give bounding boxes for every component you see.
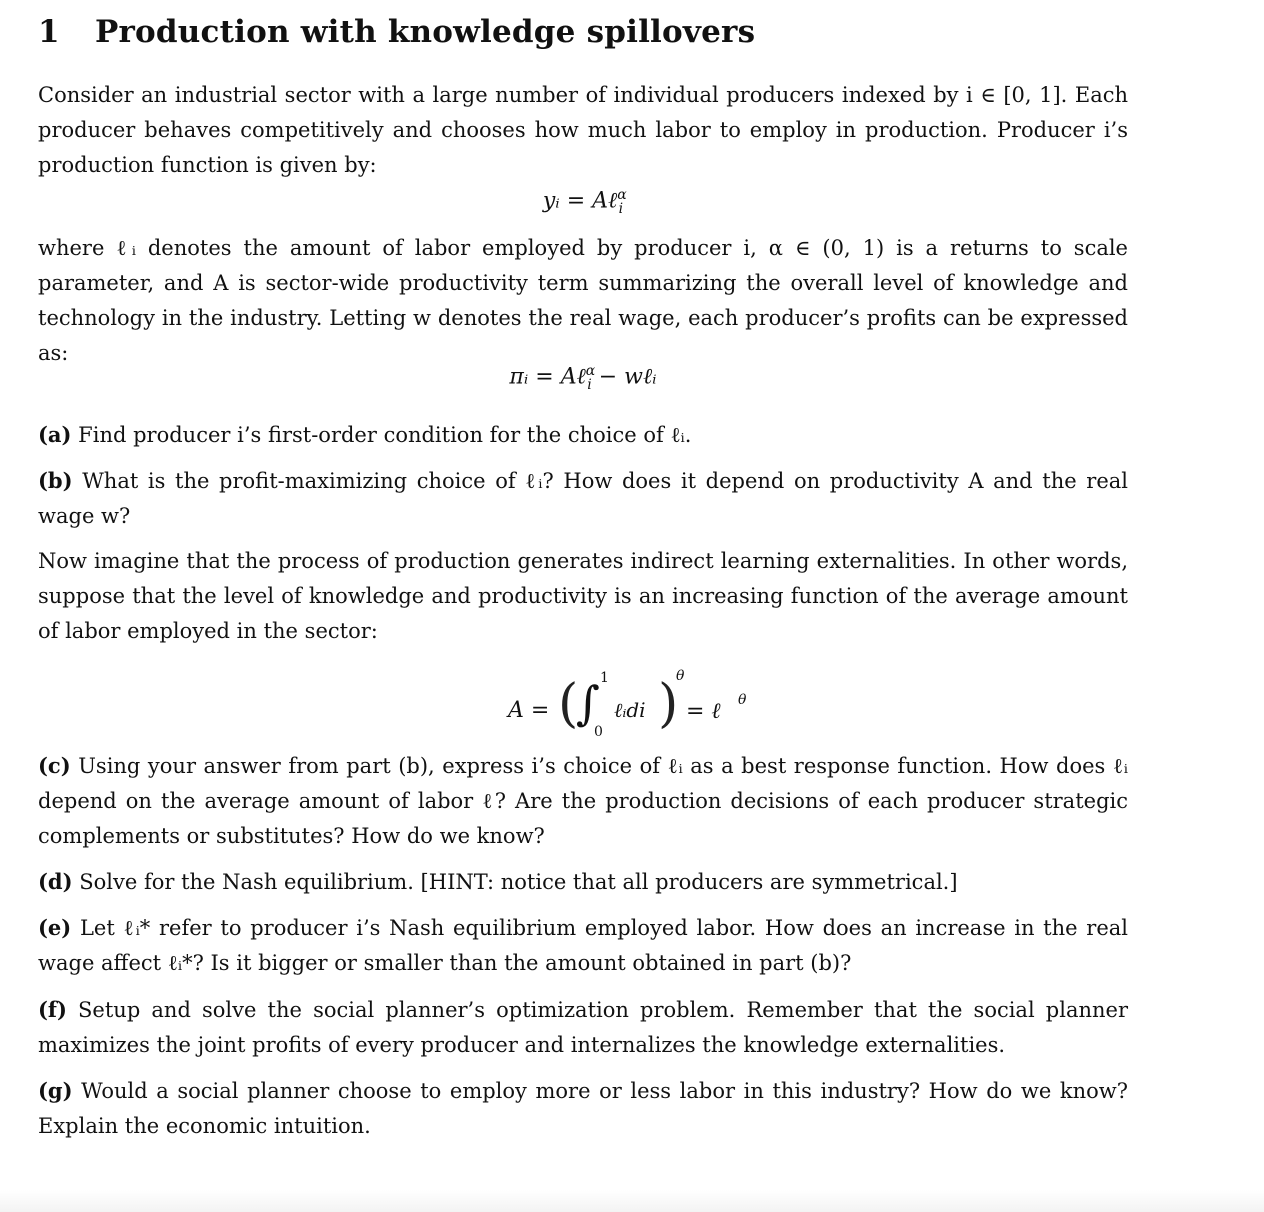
part-f-label: (f) (38, 997, 67, 1022)
integrand: ℓᵢdi (614, 698, 646, 722)
section-number: 1 (38, 14, 60, 50)
eq-knowledge-rhs-sup: θ (738, 692, 747, 708)
part-c (38, 748, 1128, 854)
section-title: Production with knowledge spillovers (95, 14, 756, 50)
eq-production-rhs: Aℓ (592, 188, 618, 214)
production-function-equation (38, 187, 1128, 217)
left-paren: ( (558, 674, 579, 734)
eq-profit-minus: − (598, 364, 618, 390)
intro-paragraph: Consider an industrial sector with a large number of individual producers indexed by i ∈ [0, 1]. Each producer behaves competitively and chooses how much labor to employ in production. Producer i’s production function is given by: (38, 83, 1128, 177)
part-b (38, 463, 1128, 534)
integral-lower-limit: 0 (594, 724, 603, 740)
section-heading (38, 14, 755, 50)
eq-knowledge-rhs: = ℓ (686, 699, 721, 724)
part-c-label: (c) (38, 753, 71, 778)
part-d-label: (d) (38, 869, 73, 894)
part-a-text: Find producer i’s first-order condition for the choice of ℓᵢ. (78, 423, 692, 447)
eq-production-lhs: yᵢ (542, 188, 560, 214)
part-e-text: Let ℓᵢ* refer to producer i’s Nash equilibrium employed labor. How does an increase in the real wage affect ℓᵢ*? Is it bigger or smaller than the amount obtained in part (b)? (38, 916, 1128, 975)
eq-profit-term2: wℓᵢ (624, 364, 657, 390)
part-g-label: (g) (38, 1078, 73, 1103)
eq-profit-equals: = (535, 364, 554, 390)
part-f-text: Setup and solve the social planner’s optimization problem. Remember that the social planner maximizes the joint profits of every producer and internalizes the knowledge externalities. (38, 998, 1128, 1057)
integral-sign: ∫ (576, 676, 600, 730)
eq-profit-sub: i (587, 376, 592, 393)
eq-knowledge-lhs: A = (508, 698, 550, 723)
eq-profit-sup: α (585, 363, 596, 379)
integral-upper-limit: 1 (600, 670, 609, 686)
definitions-paragraph: where ℓᵢ denotes the amount of labor employed by producer i, α ∈ (0, 1) is a returns to scale parameter, and A is sector-wide productivity term summarizing the overall level of knowledge and technology in the industry. Letting w denotes the real wage, each producer’s profits can be expressed as: (38, 236, 1128, 365)
part-e-label: (e) (38, 915, 72, 940)
part-e (38, 910, 1128, 981)
part-c-text: Using your answer from part (b), express i’s choice of ℓᵢ as a best response function. How does ℓᵢ depend on the average amount of labor ℓ? Are the production decisions of each producer strategic complements or substitutes? How do we know? (38, 754, 1128, 848)
eq-production-sup: α (617, 187, 627, 203)
knowledge-equation (508, 668, 768, 748)
outer-exponent: θ (676, 668, 685, 684)
part-b-label: (b) (38, 468, 73, 493)
part-a (38, 417, 1128, 453)
page-bottom-edge (0, 1190, 1264, 1212)
part-b-text: What is the profit-maximizing choice of ℓᵢ? How does it depend on productivity A and the real wage w? (38, 469, 1128, 528)
part-d (38, 864, 1128, 900)
part-a-label: (a) (38, 422, 72, 447)
eq-profit-lhs: πᵢ (509, 364, 529, 390)
eq-production-sub: i (618, 200, 624, 217)
part-g-text: Would a social planner choose to employ more or less labor in this industry? How do we know? Explain the economic intuition. (38, 1079, 1128, 1138)
externality-paragraph: Now imagine that the process of production generates indirect learning externalities. In other words, suppose that the level of knowledge and productivity is an increasing function of the average amount of labor employed in the sector: (38, 549, 1128, 643)
part-d-text: Solve for the Nash equilibrium. [HINT: notice that all producers are symmetrical.] (79, 870, 958, 894)
eq-production-equals: = (566, 188, 586, 214)
eq-profit-term1: Aℓ (560, 364, 586, 390)
profit-equation (38, 363, 1128, 393)
right-paren: ) (658, 674, 679, 734)
part-f (38, 992, 1128, 1063)
part-g (38, 1073, 1128, 1144)
